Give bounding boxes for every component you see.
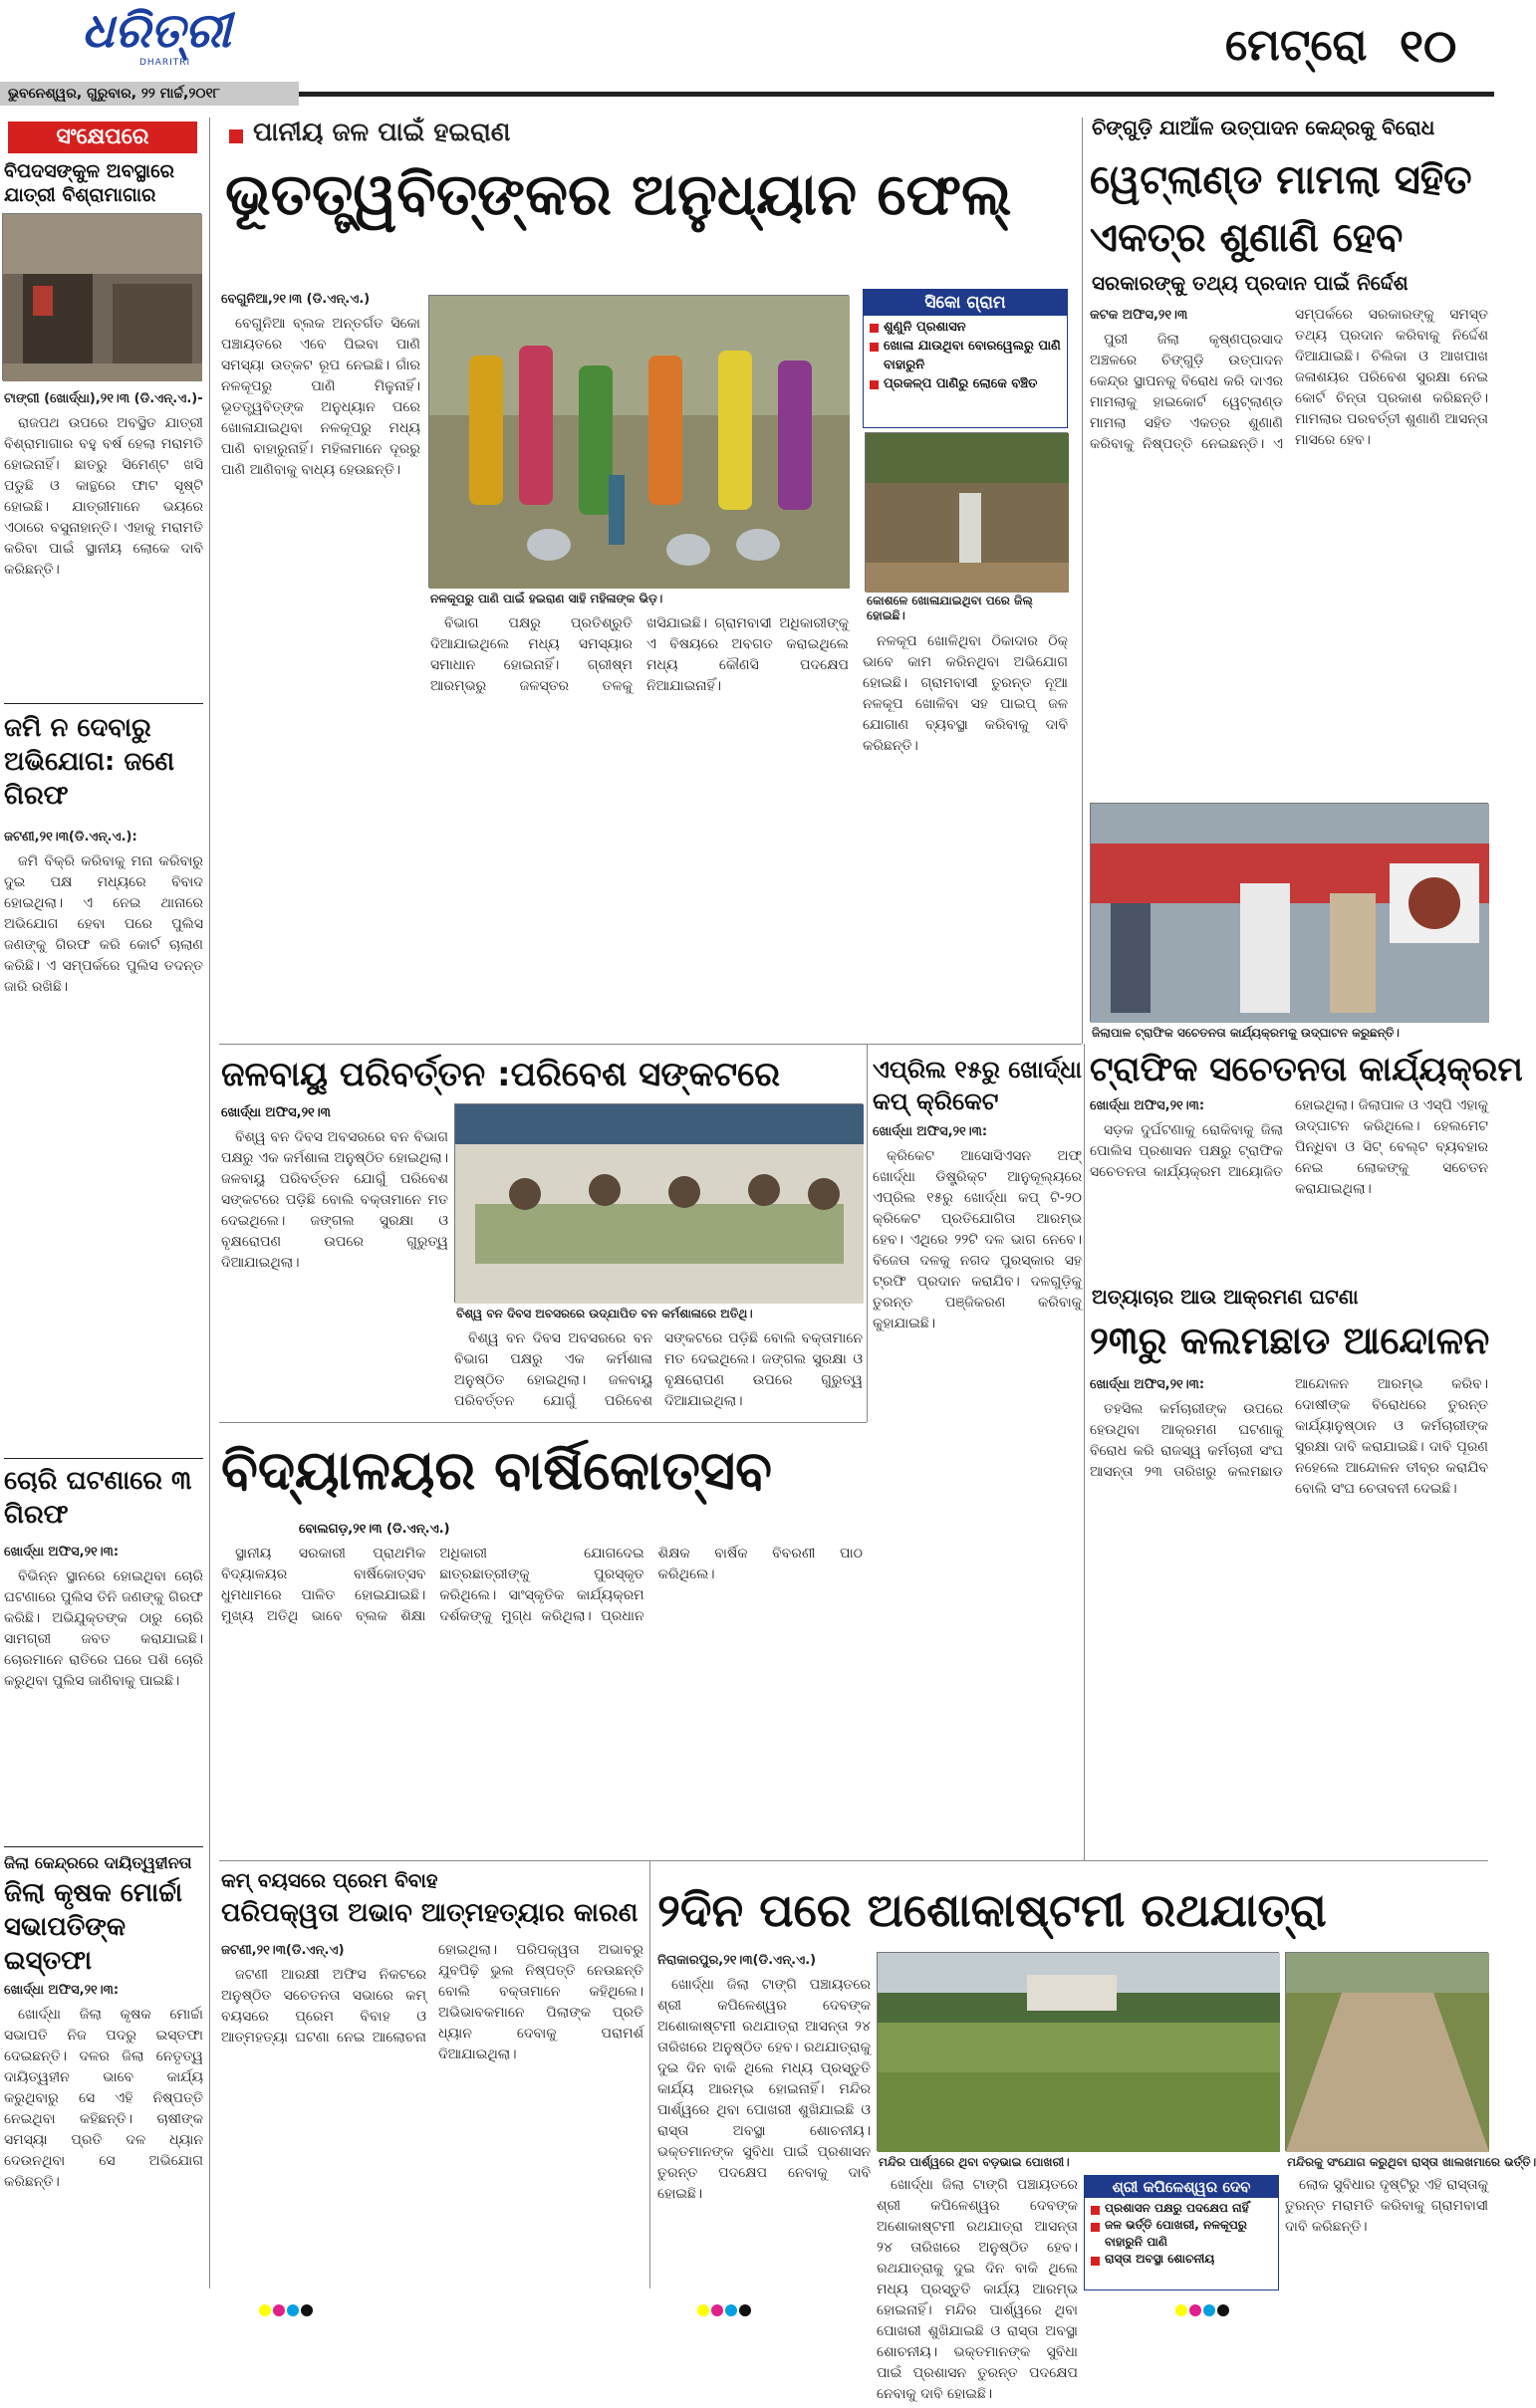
climate-body-right-text: ବିଶ୍ୱ ବନ ଦିବସ ଅବସରରେ ବନ ବିଭାଗ ପକ୍ଷରୁ ଏକ କର୍ମଶାଳା ଅନୁଷ୍ଠିତ ହୋଇଥିଲା। ଜଳବାୟୁ ପରିବର୍ତ୍ତନ ଯୋଗୁଁ ପରିବେଶ ସଙ୍କଟରେ ପଡ଼ିଛି ବୋଲି ବକ୍ତାମାନେ ମତ ଦେଇଥିଲେ। ଜଙ୍ଗଲ ସୁରକ୍ଷା ଓ ବୃକ୍ଷରୋପଣ ଉପରେ ଗୁରୁତ୍ୱ ଦିଆଯାଇଥିଲା। xyxy=(454,1330,863,1409)
yellow-dot xyxy=(259,2304,271,2316)
sidebar-story3-text xyxy=(4,1542,203,1842)
lead-kicker xyxy=(229,118,510,148)
love-top-rule xyxy=(219,1860,1488,1861)
rath-box-items xyxy=(1085,2198,1278,2270)
logo xyxy=(82,4,251,68)
love-body xyxy=(221,1940,643,2288)
attack-body xyxy=(1090,1374,1488,1852)
attack-body-text: ତହସିଲ କର୍ମଚାରୀଙ୍କ ଉପରେ ହେଉଥିବା ଆକ୍ରମଣ ଘଟଣାକୁ ବିରୋଧ କରି ରାଜସ୍ୱ କର୍ମଚାରୀ ସଂଘ ଆସନ୍ତା ୨୩ ତାରିଖରୁ କଲମଛାଡ ଆନ୍ଦୋଳନ ଆରମ୍ଭ କରିବ। ଦୋଷୀଙ୍କ ବିରୋଧରେ ତୁରନ୍ତ କାର୍ଯ୍ୟାନୁଷ୍ଠାନ ଓ କର୍ମଚାରୀଙ୍କ ସୁରକ୍ଷା ଦାବି କରାଯାଇଛି। ଦାବି ପୂରଣ ନହେଲେ ଆନ୍ଦୋଳନ ତୀବ୍ର କରାଯିବ ବୋଲି ସଂଘ ଚେତାବନୀ ଦେଇଛି। xyxy=(1090,1376,1488,1497)
sidebar-story2-dateline: ଜଟଣୀ,୨୧।୩(ଡି.ଏନ୍‌.ଏ.): xyxy=(4,830,137,844)
lead-body-left xyxy=(221,289,420,906)
section-name: ମେଟ୍ରୋ xyxy=(1225,20,1368,71)
cricket-body-text: କ୍ରିକେଟ ଆସୋସିଏସନ ଅଫ୍‌ ଖୋର୍ଦ୍ଧା ଡିଷ୍ଟ୍ରିକ୍ଟ ଆନୁକୂଲ୍ୟରେ ଏପ୍ରିଲ ୧୫ରୁ ଖୋର୍ଦ୍ଧା କପ୍ ଟି-୨୦ କ୍ରିକେଟ ପ୍ରତିଯୋଗିତା ଆରମ୍ଭ ହେବ। ଏଥିରେ ୨୨ଟି ଦଳ ଭାଗ ନେବେ। ବିଜେତା ଦଳକୁ ନଗଦ ପୁରସ୍କାର ସହ ଟ୍ରଫି ପ୍ରଦାନ କରାଯିବ। ଦଳଗୁଡ଼ିକୁ ତୁରନ୍ତ ପଞ୍ଜିକରଣ କରିବାକୁ କୁହାଯାଇଛି। xyxy=(873,1148,1082,1331)
yellow-dot xyxy=(1175,2304,1187,2316)
traffic-photo-caption: ଜିଲାପାଳ ଟ୍ରାଫିକ ସଚେତନତା କାର୍ଯ୍ୟକ୍ରମକୁ ଉଦ୍‌ଘାଟନ କରୁଛନ୍ତି। xyxy=(1092,1026,1400,1040)
traffic-dateline: ଖୋର୍ଦ୍ଧା ଅଫିସ,୨୧।୩: xyxy=(1090,1098,1205,1113)
sidebar-story4-body: ଖୋର୍ଦ୍ଧା ଜିଲା କୃଷକ ମୋର୍ଚ୍ଚା ସଭାପତି ନିଜ ପଦରୁ ଇସ୍ତଫା ଦେଇଛନ୍ତି। ଦଳର ଜିଲା ନେତୃତ୍ୱ ଦାୟିତ୍ୱହୀନ ଭାବେ କାର୍ଯ୍ୟ କରୁଥିବାରୁ ସେ ଏହି ନିଷ୍ପତ୍ତି ନେଇଥିବା କହିଛନ୍ତି। ଚାଷୀଙ୍କ ସମସ୍ୟା ପ୍ରତି ଦଳ ଧ୍ୟାନ ଦେଉନଥିବା ସେ ଅଭିଯୋଗ କରିଛନ୍ତି। xyxy=(4,2007,203,2190)
sidebar-divider xyxy=(4,1458,203,1459)
registration-marks xyxy=(259,2304,313,2316)
climate-photo xyxy=(454,1103,863,1303)
rath-box xyxy=(1084,2175,1279,2290)
masthead xyxy=(0,0,1494,112)
cricket-right-rule xyxy=(1084,1044,1085,1860)
traffic-headline: ଟ୍ରାଫିକ ସଚେତନତା କାର୍ଯ୍ୟକ୍ରମ xyxy=(1090,1050,1523,1089)
pond-photo-caption: ମନ୍ଦିର ପାର୍ଶ୍ୱରେ ଥିବା ବଡ଼ଭାଇ ପୋଖରୀ। xyxy=(879,2155,1070,2169)
right-story-body-text: ପୁରୀ ଜିଲା କୃଷ୍ଣପ୍ରସାଦ ଅଞ୍ଚଳରେ ଚିଙ୍ଗୁଡ଼ି ଉତ୍ପାଦନ କେନ୍ଦ୍ର ସ୍ଥାପନକୁ ବିରୋଧ କରି ଦାଏର ମାମଲାକୁ ହାଇକୋର୍ଟ ୱେଟ୍‌ଲାଣ୍ଡ ମାମଲା ସହିତ ଏକତ୍ର ଶୁଣାଣି କରିବାକୁ ନିଷ୍ପତ୍ତି ନେଇଛନ୍ତି। ଏ ସମ୍ପର୍କରେ ସରକାରଙ୍କୁ ସମସ୍ତ ତଥ୍ୟ ପ୍ରଦାନ କରିବାକୁ ନିର୍ଦ୍ଦେଶ ଦିଆଯାଇଛି। ଚିଲିକା ଓ ଆଖପାଖ ଜଳାଶୟର ପରିବେଶ ସୁରକ୍ଷା ନେଇ କୋର୍ଟ ଚିନ୍ତା ପ୍ରକାଶ କରିଛନ୍ତି। ମାମଲାର ପରବର୍ତ୍ତୀ ଶୁଣାଣି ଆସନ୍ତା ମାସରେ ହେବ। xyxy=(1090,307,1488,452)
lead-dateline: ବେଗୁନିଆ,୨୧।୩ (ଡି.ଏନ୍‌.ଏ.) xyxy=(221,292,371,307)
date-bar xyxy=(0,82,299,106)
sidebox-item: ଖୋଳା ଯାଉଥିବା ବୋରୱେଲରୁ ପାଣି ବାହାରୁନି xyxy=(868,337,1063,374)
rath-headline: ୨ଦିନ ପରେ ଅଶୋକାଷ୍ଟମୀ ରଥଯାତ୍ରା xyxy=(657,1883,1327,1937)
traffic-body-text: ସଡ଼କ ଦୁର୍ଘଟଣାକୁ ରୋକିବାକୁ ଜିଲା ପୋଲିସ ପ୍ରଶାସନ ପକ୍ଷରୁ ଟ୍ରାଫିକ ସଚେତନତା କାର୍ଯ୍ୟକ୍ରମ ଆୟୋଜିତ ହୋଇଥିଲା। ଜିଲାପାଳ ଓ ଏସ୍‌ପି ଏହାକୁ ଉଦ୍‌ଘାଟନ କରିଥିଲେ। ହେଲମେଟ ପିନ୍ଧିବା ଓ ସିଟ୍‌ ବେଲ୍ଟ ବ୍ୟବହାର ନେଇ ଲୋକଙ୍କୁ ସଚେତନ କରାଯାଇଥିଲା। xyxy=(1090,1097,1488,1197)
lead-headline: ଭୂତତ୍ତ୍ୱବିତ୍‌ଙ୍କର ଅନୁଧ୍ୟାନ ଫେଲ୍‌ xyxy=(225,160,1012,228)
love-right-rule xyxy=(649,1860,650,2288)
climate-dateline: ଖୋର୍ଦ୍ଧା ଅଫିସ,୨୧।୩ xyxy=(221,1105,331,1120)
borewell-image xyxy=(866,433,1069,593)
registration-marks xyxy=(697,2304,751,2316)
registration-marks xyxy=(1175,2304,1229,2316)
love-kicker: କମ୍ ବୟସରେ ପ୍ରେମ ବିବାହ xyxy=(221,1868,438,1892)
school-headline: ବିଦ୍ୟାଳୟର ବାର୍ଷିକୋତ୍ସବ xyxy=(221,1439,772,1502)
lead-body-right-text: ନଳକୂପ ଖୋଳିଥିବା ଠିକାଦାର ଠିକ୍‌ ଭାବେ କାମ କରିନଥିବା ଅଭିଯୋଗ ହୋଇଛି। ଗ୍ରାମବାସୀ ତୁରନ୍ତ ନୂଆ ନଳକୂପ ଖୋଳିବା ସହ ପାଇପ୍‌ ଜଳ ଯୋଗାଣ ବ୍ୟବସ୍ଥା କରିବାକୁ ଦାବି କରିଛନ୍ତି। xyxy=(863,633,1068,754)
rest-shed-image xyxy=(3,214,202,381)
sidebox-item: ଶୁଣୁନି ପ୍ରଶାସନ xyxy=(868,318,1063,337)
sidebox-item: ପ୍ରକଳ୍ପ ପାଣିରୁ ଲୋକେ ବଞ୍ଚିତ xyxy=(868,374,1063,393)
magenta-dot xyxy=(711,2304,723,2316)
pond-photo xyxy=(877,1952,1279,2151)
right-story-body xyxy=(1090,305,1488,793)
red-square-icon xyxy=(229,129,243,143)
climate-top-rule xyxy=(219,1044,1082,1045)
sidebar-story2-body: ଜମି ବିକ୍ରି କରିବାକୁ ମନା କରିବାରୁ ଦୁଇ ପକ୍ଷ ମଧ୍ୟରେ ବିବାଦ ହୋଇଥିଲା। ଏ ନେଇ ଥାନାରେ ଅଭିଯୋଗ ହେବା ପରେ ପୁଲିସ ଜଣଙ୍କୁ ଗିରଫ କରି କୋର୍ଟ ଚାଲାଣ କରିଛି। ଏ ସମ୍ପର୍କରେ ପୁଲିସ ତଦନ୍ତ ଜାରି ରଖିଛି। xyxy=(4,853,203,995)
lead-photo-women xyxy=(428,295,849,588)
magenta-dot xyxy=(1189,2304,1201,2316)
school-top-rule xyxy=(219,1422,867,1423)
love-headline: ପରିପକ୍ୱତା ଅଭାବ ଆତ୍ମହତ୍ୟାର କାରଣ xyxy=(221,1898,639,1928)
climate-right-rule xyxy=(867,1044,868,1422)
road-photo xyxy=(1285,1952,1488,2151)
borewell-caption: କୋଶଳେ ଖୋଳାଯାଇଥିବା ପରେ ଜିଲ୍ ହୋଇଛି। xyxy=(867,594,1033,622)
sidebar-label: ସଂକ୍ଷେପରେ xyxy=(8,121,197,153)
rest-shed-photo xyxy=(2,213,201,380)
sidebar-story2-title: ଜମି ନ ଦେବାରୁ ଅଭିଯୋଗ: ଜଣେ ଗିରଫ xyxy=(4,713,175,811)
sidebar-divider xyxy=(4,703,203,704)
attack-kicker: ଅତ୍ୟାଚାର ଆଉ ଆକ୍ରମଣ ଘଟଣା xyxy=(1092,1285,1359,1309)
sidebar-story3-body: ବିଭିନ୍ନ ସ୍ଥାନରେ ହୋଇଥିବା ଚୋରି ଘଟଣାରେ ପୁଲିସ ତିନି ଜଣଙ୍କୁ ଗିରଫ କରିଛି। ଅଭିଯୁକ୍ତଙ୍କ ଠାରୁ ଚୋରି ସାମଗ୍ରୀ ଜବତ କରାଯାଇଛି। ଚୋରମାନେ ରାତିରେ ଘରେ ପଶି ଚୋରି କରୁଥିବା ପୁଲିସ ଜାଣିବାକୁ ପାଇଛି। xyxy=(4,1568,203,1689)
women-at-tubewell-image xyxy=(429,296,850,589)
magenta-dot xyxy=(273,2304,285,2316)
school-dateline: ବୋଲଗଡ଼,୨୧।୩ (ଡି.ଏନ୍‌.ଏ.) xyxy=(299,1522,450,1537)
lead-photo-caption: ନଳକୂପରୁ ପାଣି ପାଇଁ ହଇରାଣ ସାହି ମହିଳାଙ୍କ ଭିଡ଼। xyxy=(430,592,663,605)
dry-pond-image xyxy=(878,1953,1280,2152)
road-photo-caption: ମନ୍ଦିରକୁ ସଂଯୋଗ କରୁଥିବା ରାସ୍ତା ଖାଲଖମାରେ ଭର୍ତ୍ତି। xyxy=(1287,2155,1536,2169)
rath-body-text: ଖୋର୍ଦ୍ଧା ଜିଲା ଟାଙ୍ଗି ପଞ୍ଚାୟତରେ ଶ୍ରୀ କପିଳେଶ୍ୱର ଦେବଙ୍କ ଅଶୋକାଷ୍ଟମୀ ରଥଯାତ୍ରା ଆସନ୍ତା ୨୪ ତାରିଖରେ ଅନୁଷ୍ଠିତ ହେବ। ରଥଯାତ୍ରାକୁ ଦୁଇ ଦିନ ବାକି ଥିଲେ ମଧ୍ୟ ପ୍ରସ୍ତୁତି କାର୍ଯ୍ୟ ଆରମ୍ଭ ହୋଇନାହିଁ। ମନ୍ଦିର ପାର୍ଶ୍ୱରେ ଥିବା ପୋଖରୀ ଶୁଖିଯାଇଛି ଓ ରାସ୍ତା ଅବସ୍ଥା ଶୋଚନୀୟ। ଭକ୍ତମାନଙ୍କ ସୁବିଧା ପାଇଁ ପ୍ରଶାସନ ତୁରନ୍ତ ପଦକ୍ଷେପ ନେବାକୁ ଦାବି ହୋଇଛି। xyxy=(657,1977,871,2202)
sidebar-story1-dateline: ଟାଙ୍ଗୀ (ଖୋର୍ଦ୍ଧା),୨୧।୩ (ଡି.ଏନ୍‌.ଏ.)- xyxy=(4,391,203,406)
rath-body-mid-text: ଖୋର୍ଦ୍ଧା ଜିଲା ଟାଙ୍ଗି ପଞ୍ଚାୟତରେ ଶ୍ରୀ କପିଳେଶ୍ୱର ଦେବଙ୍କ ଅଶୋକାଷ୍ଟମୀ ରଥଯାତ୍ରା ଆସନ୍ତା ୨୪ ତାରିଖରେ ଅନୁଷ୍ଠିତ ହେବ। ରଥଯାତ୍ରାକୁ ଦୁଇ ଦିନ ବାକି ଥିଲେ ମଧ୍ୟ ପ୍ରସ୍ତୁତି କାର୍ଯ୍ୟ ଆରମ୍ଭ ହୋଇନାହିଁ। ମନ୍ଦିର ପାର୍ଶ୍ୱରେ ଥିବା ପୋଖରୀ ଶୁଖିଯାଇଛି ଓ ରାସ୍ତା ଅବସ୍ଥା ଶୋଚନୀୟ। ଭକ୍ତମାନଙ୍କ ସୁବିଧା ପାଇଁ ପ୍ରଶାସନ ତୁରନ୍ତ ପଦକ୍ଷେପ ନେବାକୁ ଦାବି ହୋଇଛି। xyxy=(877,2177,1078,2402)
right-story-dateline: କଟକ ଅଫିସ,୨୧।୩ xyxy=(1090,308,1188,323)
footer-strip xyxy=(0,2296,1494,2325)
sidebar-story1-title: ବିପଦସଙ୍କୁଳ ଅବସ୍ଥାରେ ଯାତ୍ରୀ ବିଶ୍ରାମାଗାର xyxy=(4,160,175,206)
climate-headline: ଜଳବାୟୁ ପରିବର୍ତ୍ତନ :ପରିବେଶ ସଙ୍କଟରେ xyxy=(221,1055,780,1094)
sidebar-story1-body: ରାଜପଥ ଉପରେ ଅବସ୍ଥିତ ଯାତ୍ରୀ ବିଶ୍ରାମାଗାର ବହୁ ବର୍ଷ ହେଲା ମରାମତି ହୋଇନାହିଁ। ଛାତରୁ ସିମେଣ୍ଟ ଖସି ପଡୁଛି ଓ କାନ୍ଥରେ ଫାଟ ସୃଷ୍ଟି ହୋଇଛି। ଯାତ୍ରୀମାନେ ଭୟରେ ଏଠାରେ ବସୁନାହାନ୍ତି। ଏହାକୁ ମରାମତି କରିବା ପାଇଁ ସ୍ଥାନୀୟ ଲୋକେ ଦାବି କରିଛନ୍ତି। xyxy=(4,415,203,578)
logo-text: ଧରିତ୍ରୀ xyxy=(82,3,231,59)
cyan-dot xyxy=(287,2304,299,2316)
cricket-body xyxy=(873,1121,1082,1858)
sidebar-story3-title: ଚୋରି ଘଟଣାରେ ୩ ଗିରଫ xyxy=(4,1466,192,1530)
black-dot xyxy=(1217,2304,1229,2316)
sidebar-story2-text xyxy=(4,827,203,1454)
black-dot xyxy=(301,2304,313,2316)
lead-sidebox xyxy=(863,289,1068,428)
climate-body-left xyxy=(221,1127,448,1416)
lead-body-left-text: ବେଗୁନିଆ ବ୍ଲକ ଅନ୍ତର୍ଗତ ସିକୋ ପଞ୍ଚାୟତରେ ଏବେ ପିଇବା ପାଣି ସମସ୍ୟା ଉତ୍କଟ ରୂପ ନେଇଛି। ଗାଁର ନଳକୂପରୁ ପାଣି ମିଳୁନାହିଁ। ଭୂତତ୍ତ୍ୱବିତ୍‌ଙ୍କ ଅନୁଧ୍ୟାନ ପରେ ଖୋଳାଯାଇଥିବା ନଳକୂପରୁ ମଧ୍ୟ ପାଣି ବାହାରୁନାହିଁ। ମହିଳାମାନେ ଦୂରରୁ ପାଣି ଆଣିବାକୁ ବାଧ୍ୟ ହେଉଛନ୍ତି। xyxy=(221,316,420,478)
rath-body xyxy=(657,1950,871,2288)
sidebox-title: ସିକୋ ଗ୍ରାମ xyxy=(864,290,1067,316)
rath-body-mid xyxy=(877,2175,1078,2402)
workshop-image xyxy=(455,1104,864,1304)
sidebox-items xyxy=(864,316,1067,395)
school-body xyxy=(221,1544,863,1854)
lead-body-mid-text: ବିଭାଗ ପକ୍ଷରୁ ପ୍ରତିଶ୍ରୁତି ଦିଆଯାଇଥିଲେ ମଧ୍ୟ ସମସ୍ୟାର ସମାଧାନ ହୋଇନାହିଁ। ଗ୍ରୀଷ୍ମ ଆରମ୍ଭରୁ ଜଳସ୍ତର ତଳକୁ ଖସିଯାଇଛି। ଗ୍ରାମବାସୀ ଅଧିକାରୀଙ୍କୁ ଏ ବିଷୟରେ ଅବଗତ କରାଇଥିଲେ ମଧ୍ୟ କୌଣସି ପଦକ୍ଷେପ ନିଆଯାଇନାହିଁ। xyxy=(430,615,849,694)
climate-body-right xyxy=(454,1328,863,1418)
cyan-dot xyxy=(1203,2304,1215,2316)
date-text: ଭୁବନେଶ୍ୱର, ଗୁରୁବାର, ୨୨ ମାର୍ଚ୍ଚ,୨୦୧୮ xyxy=(8,86,221,102)
sidebar-story3-dateline: ଖୋର୍ଦ୍ଧା ଅଫିସ,୨୧।୩: xyxy=(4,1545,120,1560)
lead-body-mid xyxy=(430,613,849,912)
logo-sub: DHARITRI xyxy=(139,58,191,68)
sidebar-story4-text xyxy=(4,1980,203,2408)
love-body-text: ଜଟଣୀ ଆରକ୍ଷୀ ଅଫିସ ନିକଟରେ ଅନୁଷ୍ଠିତ ସଚେତନତା ସଭାରେ କମ୍ ବୟସରେ ପ୍ରେମ ବିବାହ ଓ ଆତ୍ମହତ୍ୟା ଘଟଣା ନେଇ ଆଲୋଚନା ହୋଇଥିଲା। ପରିପକ୍ୱତା ଅଭାବରୁ ଯୁବପିଢ଼ି ଭୁଲ ନିଷ୍ପତ୍ତି ନେଉଛନ୍ତି ବୋଲି ବକ୍ତାମାନେ କହିଥିଲେ। ଅଭିଭାବକମାନେ ପିଲାଙ୍କ ପ୍ରତି ଧ୍ୟାନ ଦେବାକୁ ପରାମର୍ଶ ଦିଆଯାଇଥିଲା। xyxy=(221,1942,643,2062)
lead-vertical-rule xyxy=(1082,118,1083,1044)
rath-box-item: ପ୍ରଶାସନ ପକ୍ଷରୁ ପଦକ୍ଷେପ ନାହିଁ xyxy=(1089,2200,1274,2217)
rath-box-item: ରାସ୍ତା ଅବସ୍ଥା ଶୋଚନୀୟ xyxy=(1089,2251,1274,2268)
lead-body-right xyxy=(863,631,1068,912)
black-dot xyxy=(739,2304,751,2316)
cricket-headline: ଏପ୍ରିଲ ୧୫ରୁ ଖୋର୍ଦ୍ଧା କପ୍ କ୍ରିକେଟ xyxy=(873,1056,1082,1115)
yellow-dot xyxy=(697,2304,709,2316)
right-story-headline: ୱେଟ୍‌ଲାଣ୍ଡ ମାମଲା ସହିତ ଏକତ୍ର ଶୁଣାଣି ହେବ xyxy=(1090,157,1472,261)
sidebar-story1-text xyxy=(4,388,203,697)
page-number: ୧୦ xyxy=(1400,19,1457,73)
climate-body-text: ବିଶ୍ୱ ବନ ଦିବସ ଅବସରରେ ବନ ବିଭାଗ ପକ୍ଷରୁ ଏକ କର୍ମଶାଳା ଅନୁଷ୍ଠିତ ହୋଇଥିଲା। ଜଳବାୟୁ ପରିବର୍ତ୍ତନ ଯୋଗୁଁ ପରିବେଶ ସଙ୍କଟରେ ପଡ଼ିଛି ବୋଲି ବକ୍ତାମାନେ ମତ ଦେଇଥିଲେ। ଜଙ୍ଗଲ ସୁରକ୍ଷା ଓ ବୃକ୍ଷରୋପଣ ଉପରେ ଗୁରୁତ୍ୱ ଦିଆଯାଇଥିଲା। xyxy=(221,1129,448,1271)
sidebar-vertical-rule xyxy=(209,118,210,2288)
cricket-dateline: ଖୋର୍ଦ୍ଧା ଅଫିସ,୨୧।୩: xyxy=(873,1124,988,1139)
rath-dateline: ନିରାକାରପୁର,୨୧।୩(ଡି.ଏନ୍‌.ଏ.) xyxy=(657,1953,817,1968)
masthead-rule xyxy=(299,92,1494,97)
sidebar-story4-dateline: ଖୋର୍ଦ୍ଧା ଅଫିସ,୨୧।୩: xyxy=(4,1983,120,1998)
traffic-photo xyxy=(1090,803,1488,1022)
sidebar-story4-kicker: ଜିଲା କେନ୍ଦ୍ରରେ ଦାୟିତ୍ୱହୀନତା xyxy=(4,1853,192,1872)
right-story-subhead: ସରକାରଙ୍କୁ ତଥ୍ୟ ପ୍ରଦାନ ପାଇଁ ନିର୍ଦ୍ଦେଶ xyxy=(1092,271,1408,295)
borewell-photo xyxy=(865,432,1068,592)
right-story-kicker: ଚିଙ୍ଗୁଡ଼ି ଯାଆଁଳ ଉତ୍ପାଦନ କେନ୍ଦ୍ରକୁ ବିରୋଧ xyxy=(1092,116,1435,139)
damaged-road-image xyxy=(1286,1953,1489,2152)
traffic-event-image xyxy=(1091,804,1489,1023)
love-dateline: ଜଟଣୀ,୨୧।୩(ଡି.ଏନ୍‌.ଏ) xyxy=(221,1943,345,1958)
attack-dateline: ଖୋର୍ଦ୍ଧା ଅଫିସ,୨୧।୩: xyxy=(1090,1377,1205,1392)
sidebar-divider xyxy=(4,1846,203,1847)
sidebar xyxy=(0,118,207,2288)
sidebar-story4-title: ଜିଲା କୃଷକ ମୋର୍ଚ୍ଚା ସଭାପତିଙ୍କ ଇସ୍ତଫା xyxy=(4,1878,182,1976)
school-body-text: ସ୍ଥାନୀୟ ସରକାରୀ ପ୍ରାଥମିକ ବିଦ୍ୟାଳୟର ବାର୍ଷିକୋତ୍ସବ ଧୁମଧାମରେ ପାଳିତ ହୋଇଯାଇଛି। ମୁଖ୍ୟ ଅତିଥି ଭାବେ ବ୍ଲକ ଶିକ୍ଷା ଅଧିକାରୀ ଯୋଗଦେଇ ଛାତ୍ରଛାତ୍ରୀଙ୍କୁ ପୁରସ୍କୃତ କରିଥିଲେ। ସାଂସ୍କୃତିକ କାର୍ଯ୍ୟକ୍ରମ ଦର୍ଶକଙ୍କୁ ମୁଗ୍ଧ କରିଥିଲା। ପ୍ରଧାନ ଶିକ୍ଷକ ବାର୍ଷିକ ବିବରଣୀ ପାଠ କରିଥିଲେ। xyxy=(221,1546,863,1624)
attack-headline: ୨୩ରୁ କଲମଛାଡ ଆନ୍ଦୋଳନ xyxy=(1090,1319,1490,1362)
rath-body-right xyxy=(1285,2175,1488,2288)
rath-box-title: ଶ୍ରୀ କପିଳେଶ୍ୱର ଦେବ xyxy=(1085,2176,1278,2198)
climate-photo-caption: ବିଶ୍ୱ ବନ ଦିବସ ଅବସରରେ ଉଦ୍‌ଯାପିତ ବନ କର୍ମଶାଳାରେ ଅତିଥି। xyxy=(456,1307,753,1321)
lead-kicker-text: ପାନୀୟ ଜଳ ପାଇଁ ହଇରାଣ xyxy=(253,118,511,147)
rath-box-item: ଜଳ ଭର୍ତ୍ତି ପୋଖରୀ, ନଳକୂପରୁ ବାହାରୁନି ପାଣି xyxy=(1089,2217,1274,2251)
traffic-body xyxy=(1090,1095,1488,1275)
rath-body-right-text: ଲୋକ ସୁବିଧାର ଦୃଷ୍ଟିରୁ ଏହି ରାସ୍ତାକୁ ତୁରନ୍ତ ମରାମତି କରିବାକୁ ଗ୍ରାମବାସୀ ଦାବି କରିଛନ୍ତି। xyxy=(1285,2177,1488,2235)
cyan-dot xyxy=(725,2304,737,2316)
